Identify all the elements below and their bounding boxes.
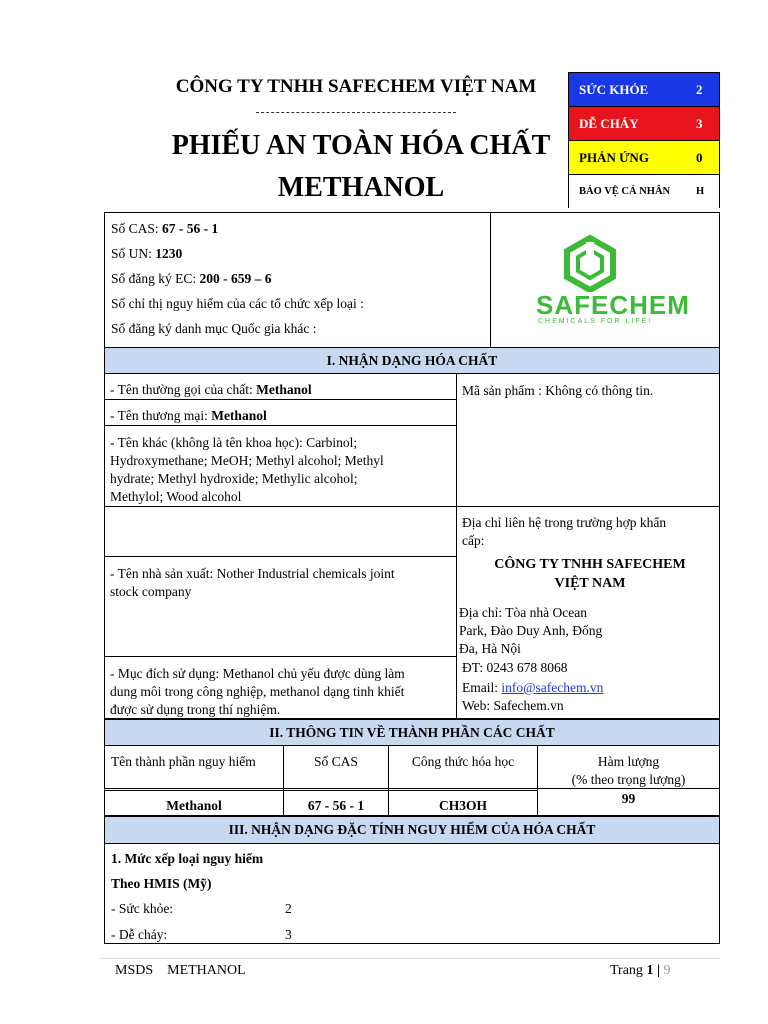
hmis-label-box <box>568 72 720 208</box>
component-name: Methanol <box>166 798 222 813</box>
ec-line: Số đăng ký EC: 200 - 659 – 6 <box>111 271 272 286</box>
flammability-rating-value: 3 <box>285 927 292 942</box>
col-component-label: Tên thành phần nguy hiểm <box>111 754 256 769</box>
hmis-health-label: SỨC KHỎE <box>579 82 649 97</box>
hmis-system-label: Theo HMIS (Mỹ) <box>111 876 212 891</box>
other-names-line-2: Hydroxymethane; MeOH; Methyl alcohol; Methyl <box>110 453 384 468</box>
hmis-ppe-value: H <box>696 186 705 197</box>
col-content-label-2: (% theo trọng lượng) <box>571 772 686 787</box>
component-cas: 67 - 56 - 1 <box>307 798 365 813</box>
address-line-3: Đa, Hà Nội <box>459 641 521 656</box>
hexagon-logo-icon <box>500 232 680 292</box>
email-link[interactable]: info@safechem.vn <box>501 680 604 695</box>
un-value: 1230 <box>155 246 183 261</box>
manufacturer-line-1: - Tên nhà sản xuất: Nother Industrial chemicals joint <box>110 566 395 581</box>
phone: ĐT: 0243 678 8068 <box>462 660 568 675</box>
hmis-reactivity-value: 0 <box>696 150 703 165</box>
address-line-1: Địa chỉ: Tòa nhà Ocean <box>459 605 587 620</box>
purpose-line-1: - Mục đích sử dụng: Methanol chủ yếu được dùng làm <box>110 666 405 681</box>
hazard-class-heading: 1. Mức xếp loại nguy hiểm <box>111 851 264 866</box>
footer-divider <box>100 958 720 959</box>
trade-name-line: - Tên thương mại: Methanol <box>110 408 267 423</box>
common-name-value: Methanol <box>256 382 312 397</box>
emergency-label-line-2: cấp: <box>462 533 485 548</box>
hmis-health-row <box>569 73 719 107</box>
hazard-index-line: Số chỉ thị nguy hiểm của các tổ chức xếp loại : <box>111 296 364 311</box>
website: Web: Safechem.vn <box>462 698 564 713</box>
hmis-reactivity-label: PHẢN ỨNG <box>579 150 649 165</box>
col-content-label-1: Hàm lượng <box>597 754 660 769</box>
hmis-reactivity-row <box>569 141 719 175</box>
cas-value: 67 - 56 - 1 <box>162 221 219 236</box>
component-formula: CH3OH <box>438 798 487 813</box>
purpose-line-2: dung môi trong công nghiệp, methanol dạng tinh khiết <box>110 684 405 699</box>
col-cas-label: Số CAS <box>314 754 358 769</box>
other-names-line-4: Methylol; Wood alcohol <box>110 489 242 504</box>
emergency-company-line-1: CÔNG TY TNHH SAFECHEM <box>494 557 686 572</box>
col-formula-label: Công thức hóa học <box>411 754 515 769</box>
section-1-heading: I. NHẬN DẠNG HÓA CHẤT <box>104 347 720 374</box>
company-name: CÔNG TY TNHH SAFECHEM VIỆT NAM <box>175 76 537 97</box>
logo-tagline: CHEMICALS FOR LIFE! <box>538 318 653 325</box>
trade-name-value: Methanol <box>211 408 267 423</box>
component-content: 99 <box>621 791 636 806</box>
footer-page-number: Trang 1 | 9 <box>610 963 671 978</box>
flammability-rating-label: - Dễ cháy: <box>111 927 168 942</box>
email-line: Email: info@safechem.vn <box>462 680 604 695</box>
empty-cell <box>104 506 457 557</box>
other-names-line-3: hydrate; Methyl hydroxide; Methylic alcohol; <box>110 471 358 486</box>
health-rating-label: - Sức khỏe: <box>111 901 174 916</box>
section-3-heading: III. NHẬN DẠNG ĐẶC TÍNH NGUY HIỂM CỦA HÓA CHẤT <box>104 816 720 844</box>
common-name-line: - Tên thường gọi của chất: Methanol <box>110 382 312 397</box>
hmis-ppe-row <box>569 175 719 209</box>
hmis-flammability-value: 3 <box>696 116 703 131</box>
section-2-heading: II. THÔNG TIN VỀ THÀNH PHẦN CÁC CHẤT <box>104 719 720 746</box>
emergency-label-line-1: Địa chỉ liên hệ trong trường hợp khẩn <box>462 515 667 530</box>
hmis-flammability-row <box>569 107 719 141</box>
purpose-line-3: được sử dụng trong thí nghiệm. <box>110 702 281 717</box>
address-line-2: Park, Đào Duy Anh, Đống <box>459 623 603 638</box>
national-list-line: Số đăng ký danh mục Quốc gia khác : <box>111 321 317 336</box>
health-rating-value: 2 <box>285 901 292 916</box>
emergency-company-line-2: VIỆT NAM <box>554 576 626 591</box>
un-line: Số UN: 1230 <box>111 246 183 261</box>
document-title: PHIẾU AN TOÀN HÓA CHẤT <box>171 130 551 161</box>
other-names-line-1: - Tên khác (không là tên khoa học): Carbinol; <box>110 435 358 450</box>
chemical-name: METHANOL <box>277 172 445 203</box>
logo-wordmark: SAFECHEM <box>536 290 690 320</box>
divider <box>256 112 456 113</box>
product-code: Mã sản phẩm : Không có thông tin. <box>462 383 654 398</box>
ec-value: 200 - 659 – 6 <box>199 271 272 286</box>
footer-doc-name: MSDS METHANOL <box>115 963 246 978</box>
hmis-flammability-label: DỄ CHÁY <box>579 116 639 131</box>
cas-line: Số CAS: 67 - 56 - 1 <box>111 221 219 236</box>
safechem-logo <box>500 232 690 332</box>
manufacturer-line-2: stock company <box>110 584 192 599</box>
hmis-health-value: 2 <box>696 82 703 97</box>
hmis-ppe-label: BẢO VỆ CÁ NHÂN <box>579 186 671 197</box>
